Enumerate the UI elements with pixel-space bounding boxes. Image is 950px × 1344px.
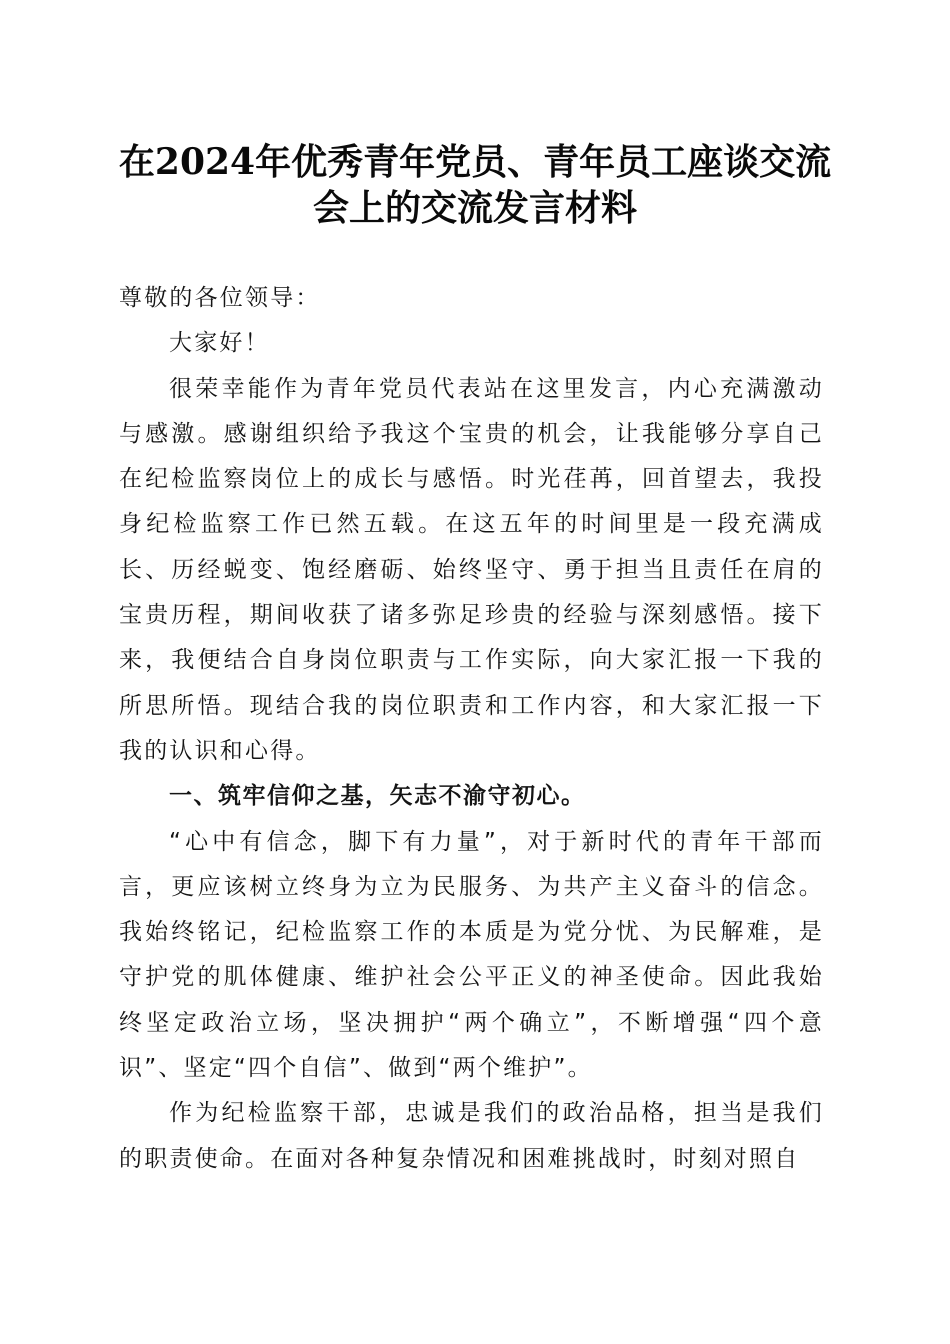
greeting: 大家好！ [169, 330, 270, 357]
document-title-line-2: 会上的交流发言材料 [312, 187, 637, 229]
salutation: 尊敬的各位领导： [119, 285, 321, 311]
paragraph-belief: “心中有信念，脚下有力量”，对于新时代的青年干部而言，更应该树立终身为立为民服务、为共产主义奋斗的信念。我始终铭记，纪检监察工作的本质是为党分忧、为民解难，是守护党的肌体健康、维护社会公平正义的神圣使命。因此我始终坚定政治立场，坚决拥护“两个确立”，不断增强“四个意识”、坚定“四个自信”、做到“两个维护”。 [119, 828, 824, 1082]
section-heading-1: 一、筑牢信仰之基，矢志不渝守初心。 [169, 783, 586, 810]
document-body [119, 276, 824, 1182]
paragraph-loyalty: 作为纪检监察干部，忠诚是我们的政治品格，担当是我们的职责使命。在面对各种复杂情况和困难挑战时，时刻对照自 [119, 1100, 824, 1172]
paragraph-intro: 很荣幸能作为青年党员代表站在这里发言，内心充满激动与感激。感谢组织给予我这个宝贵的机会，让我能够分享自己在纪检监察岗位上的成长与感悟。时光荏苒，回首望去，我投身纪检监察工作已然五载。在这五年的时间里是一段充满成长、历经蜕变、饱经磨砺、始终坚守、勇于担当且责任在肩的宝贵历程，期间收获了诸多弥足珍贵的经验与深刻感悟。接下来，我便结合自身岗位职责与工作实际，向大家汇报一下我的所思所悟。现结合我的岗位职责和工作内容，和大家汇报一下我的认识和心得。 [119, 375, 824, 764]
document-title-line-1: 在2024年优秀青年党员、青年员工座谈交流 [118, 141, 832, 183]
